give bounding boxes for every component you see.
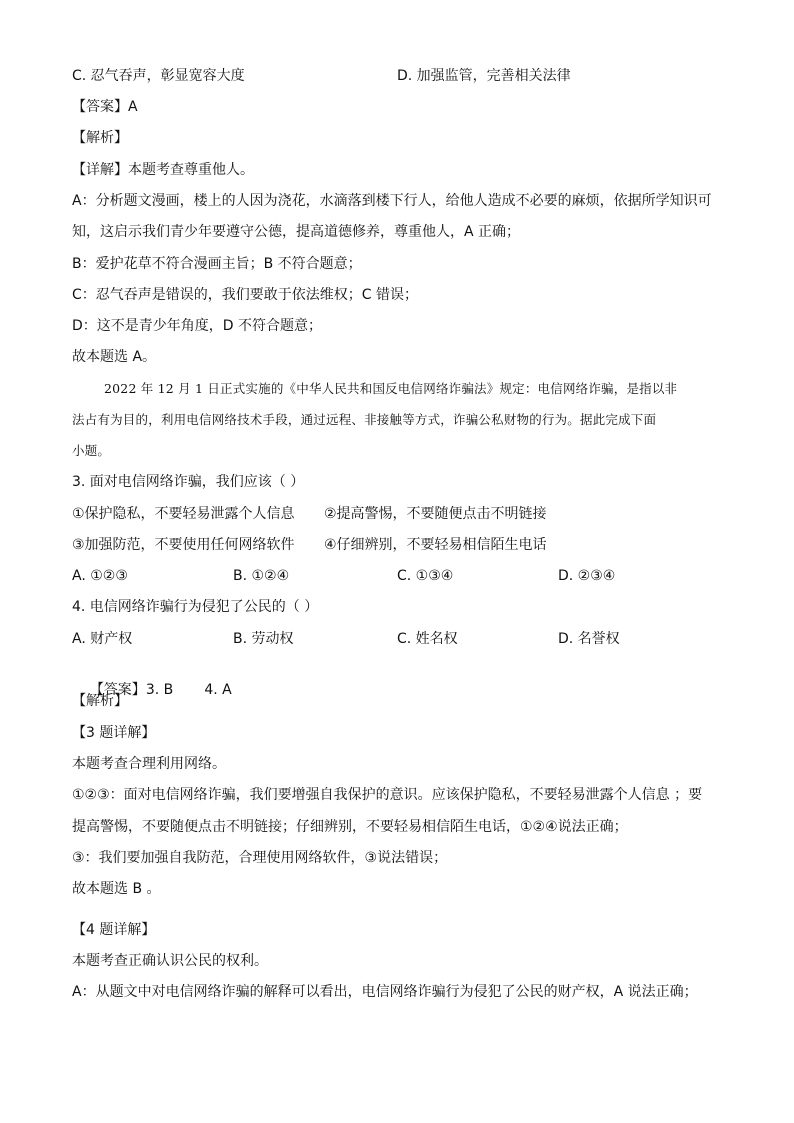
detail-4-title: 【4 题详解】 [72,922,156,938]
detail-3-line-3: ③：我们要加强自我防范，合理使用网络软件，③说法错误； [72,850,448,866]
answer-value: A [128,99,138,115]
detail-3-line-2: 提高警惕，不要随便点击不明链接；仔细辨别，不要轻易相信陌生电话，①②④说法正确； [72,819,628,835]
q3-option-d: D. ②③④ [558,568,616,584]
q4-option-d: D. 名誉权 [558,631,620,647]
q3-item-3: ③加强防范，不要使用任何网络软件 [72,537,295,553]
detail-line-a1: A：分析题文漫画，楼上的人因为浇花，水滴落到楼下行人，给他人造成不必要的麻烦，依据所学知识可 [72,193,712,209]
answer-line-2 [72,660,722,698]
answer-value: 3. B 4. A [145,682,232,698]
analysis-label-2: 【解析】 [72,693,128,709]
answer-label: 【答案】 [89,682,146,698]
q3-item-4: ④仔细辨别，不要轻易相信陌生电话 [324,537,547,553]
option-d: D. 加强监管，完善相关法律 [397,68,571,84]
detail-line-d: D：这不是青少年角度，D 不符合题意； [72,318,323,334]
detail-3-intro: 本题考查合理利用网络。 [72,756,226,772]
detail-line-a2: 知，这启示我们青少年要遵守公德，提高道德修养，尊重他人，A 正确； [72,224,521,240]
prev-question-options [72,66,722,86]
detail-title: 【详解】本题考查尊重他人。 [72,162,254,178]
question-3-options [72,566,722,586]
option-c: C. 忍气吞声，彰显宽容大度 [72,68,245,84]
detail-4-intro: 本题考查正确认识公民的权利。 [72,953,268,969]
answer-line [72,97,722,117]
detail-conclusion: 故本题选 A。 [72,349,157,365]
question-4-options [72,629,722,649]
material-line-1: 2022 年 12 月 1 日正式实施的《中华人民共和国反电信网络诈骗法》规定：电信网络诈骗，是指以非 [104,381,678,396]
material-line-2: 法占有为目的，利用电信网络技术手段，通过远程、非接触等方式，诈骗公私财物的行为。据此完成下面 [72,412,657,427]
question-4-stem: 4. 电信网络诈骗行为侵犯了公民的（ ） [72,599,319,615]
detail-line-b: B：爱护花草不符合漫画主旨；B 不符合题意； [72,256,362,272]
detail-3-line-1: ①②③：面对电信网络诈骗，我们要增强自我保护的意识。应该保护隐私，不要轻易泄露个人信息 ；要 [72,787,703,803]
detail-3-title: 【3 题详解】 [72,725,156,741]
detail-4-line-a: A：从题文中对电信网络诈骗的解释可以看出，电信网络诈骗行为侵犯了公民的财产权，A 说法正确； [72,984,698,1000]
q3-option-c: C. ①③④ [397,568,454,584]
answer-label: 【答案】 [72,99,128,115]
q4-option-b: B. 劳动权 [233,631,294,647]
question-3-stem: 3. 面对电信网络诈骗，我们应该（ ） [72,474,305,490]
detail-line-c: C：忍气吞声是错误的，我们要敢于依法维权；C 错误； [72,287,418,303]
question-3-items-row-2 [72,535,722,555]
detail-3-conclusion: 故本题选 B 。 [72,881,161,897]
q4-option-a: A. 财产权 [72,631,133,647]
analysis-label: 【解析】 [72,130,128,146]
q4-option-c: C. 姓名权 [397,631,458,647]
material-line-3: 小题。 [72,443,111,458]
q3-option-a: A. ①②③ [72,568,128,584]
question-3-items-row-1 [72,504,722,524]
q3-item-2: ②提高警惕，不要随便点击不明链接 [324,506,547,522]
q3-item-1: ①保护隐私，不要轻易泄露个人信息 [72,506,295,522]
q3-option-b: B. ①②④ [233,568,290,584]
